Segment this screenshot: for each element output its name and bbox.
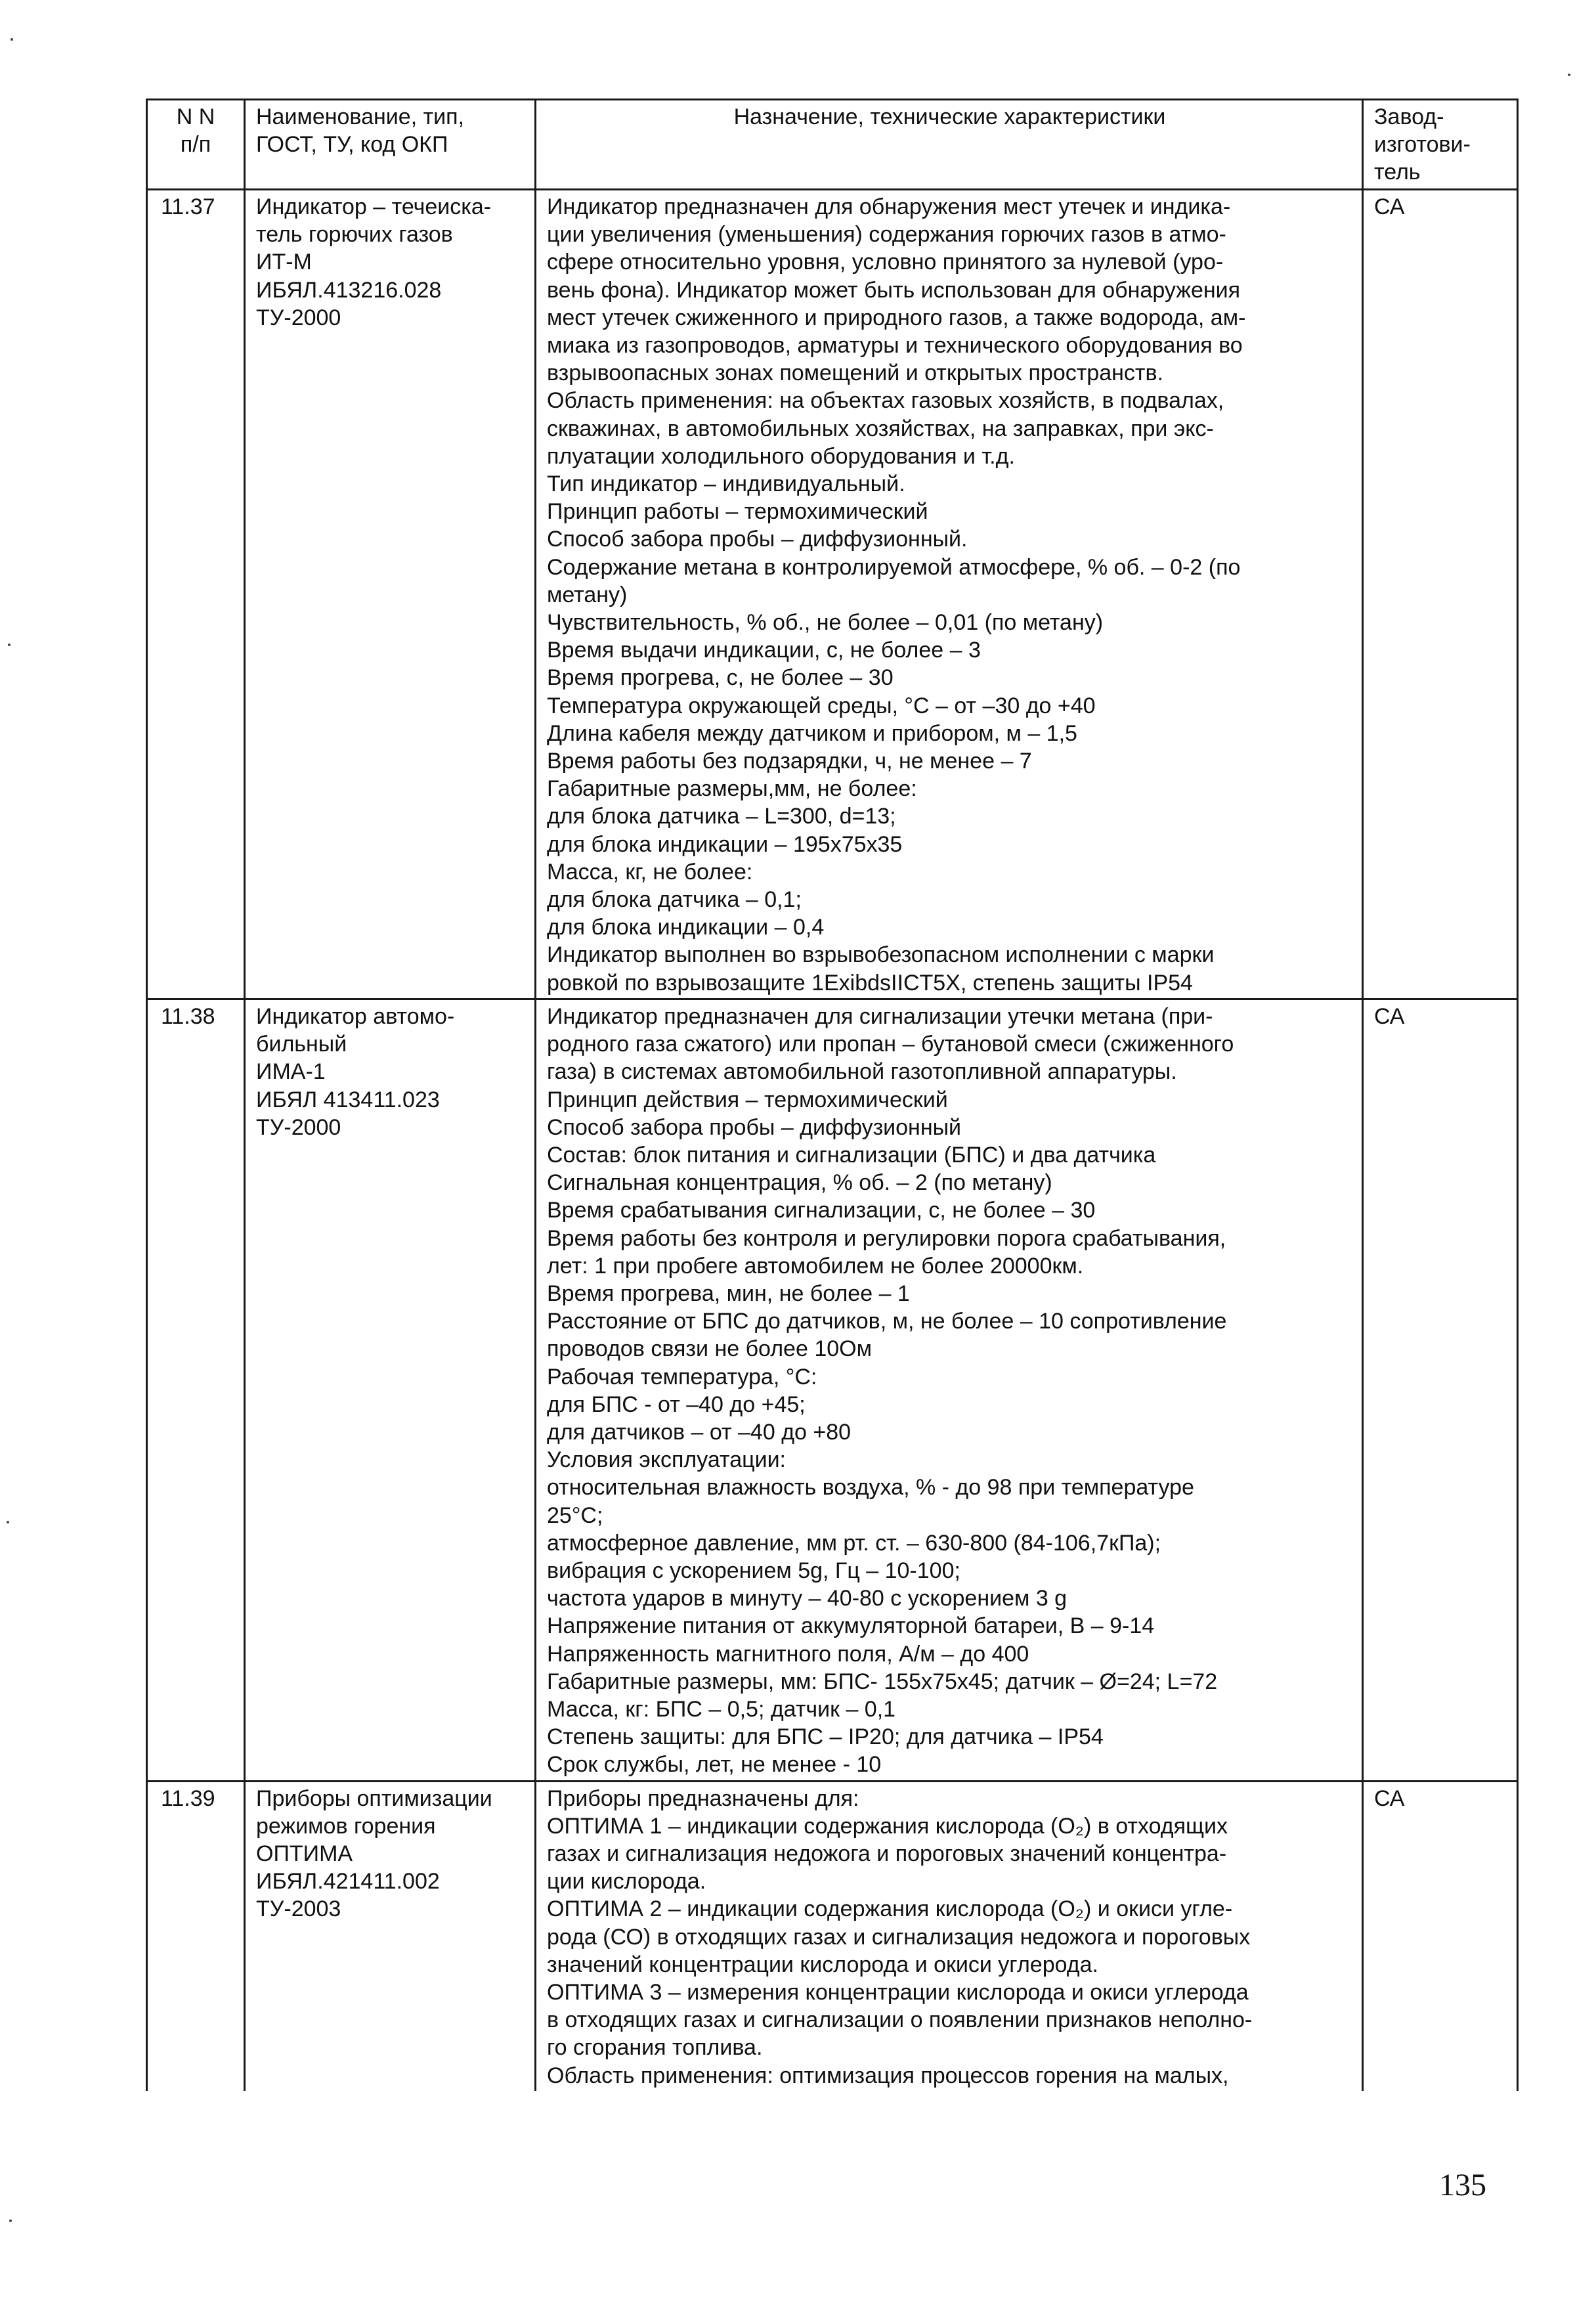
cell-line: Сигнальная концентрация, % об. – 2 (по метану): [547, 1170, 1052, 1196]
cell-line: Температура окружающей среды, °С – от –30 до +40: [547, 693, 1096, 718]
cell-line: Условия эксплуатации:: [547, 1447, 787, 1473]
row-manufacturer: СА: [1363, 190, 1518, 999]
cell-line: значений концентрации кислорода и окиси углерода.: [547, 1952, 1098, 1977]
cell-line: Индикатор – течеиска-: [256, 194, 492, 219]
cell-line: Масса, кг, не более:: [547, 859, 753, 885]
cell-line: Габаритные размеры,мм, не более:: [547, 776, 917, 802]
cell-line: Способ забора пробы – диффузионный: [547, 1114, 962, 1140]
cell-line: Индикатор выполнен во взрывобезопасном исполнении с марки: [547, 942, 1215, 968]
cell-line: N N: [176, 104, 215, 129]
cell-line: Время работы без подзарядки, ч, не менее – 7: [547, 749, 1032, 774]
cell-line: ИБЯЛ 413411.023: [256, 1087, 440, 1112]
cell-line: ИБЯЛ.421411.002: [256, 1869, 440, 1894]
cell-line: ОПТИМА 3 – измерения концентрации кислорода и окиси углерода: [547, 1980, 1249, 2005]
row-manufacturer: СА: [1363, 999, 1518, 1781]
cell-line: взрывоопасных зонах помещений и открытых пространств.: [547, 361, 1163, 386]
cell-line: Расстояние от БПС до датчиков, м, не более – 10 сопротивление: [547, 1309, 1227, 1334]
cell-line: газах и сигнализация недожога и пороговых значений концентра-: [547, 1841, 1227, 1866]
cell-line: Время прогрева, с, не более – 30: [547, 665, 894, 691]
header-purpose: [536, 100, 1363, 190]
cell-line: атмосферное давление, мм рт. ст. – 630-800 (84-106,7кПа);: [547, 1530, 1161, 1556]
scan-speck: [7, 1521, 9, 1523]
row-number: 11.39: [147, 1781, 245, 2091]
cell-line: Напряжение питания от аккумуляторной батареи, В – 9-14: [547, 1613, 1155, 1639]
cell-line: изготови-: [1374, 132, 1471, 158]
cell-line: ГОСТ, ТУ, код ОКП: [256, 132, 448, 158]
cell-line: мест утечек сжиженного и природного газов, а также водорода, ам-: [547, 305, 1246, 330]
cell-line: Тип индикатор – индивидуальный.: [547, 471, 905, 497]
cell-line: проводов связи не более 10Ом: [547, 1336, 872, 1362]
cell-line: ИМА-1: [256, 1059, 326, 1085]
header-number: [147, 100, 245, 190]
cell-line: Время прогрева, мин, не более – 1: [547, 1281, 910, 1306]
cell-line: ции увеличения (уменьшения) содержания горючих газов в атмо-: [547, 222, 1226, 248]
cell-line: ТУ-2000: [256, 1114, 341, 1140]
cell-line: Наименование, тип,: [256, 104, 465, 129]
header-name: [245, 100, 536, 190]
table-row: [147, 1781, 1518, 2091]
cell-line: ИБЯЛ.413216.028: [256, 277, 442, 303]
cell-line: го сгорания топлива.: [547, 2035, 763, 2061]
cell-line: Способ забора пробы – диффузионный.: [547, 527, 968, 552]
cell-line: вибрация с ускорением 5g, Гц – 10-100;: [547, 1558, 960, 1583]
scan-speck: [9, 2220, 12, 2222]
cell-line: Степень защиты: для БПС – IP20; для датчика – IP54: [547, 1724, 1104, 1750]
cell-line: Принцип действия – термохимический: [547, 1087, 948, 1112]
cell-line: Индикатор предназначен для обнаружения мест утечек и индика-: [547, 194, 1231, 219]
cell-line: Срок службы, лет, не менее - 10: [547, 1752, 882, 1778]
cell-line: Приборы предназначены для:: [547, 1785, 859, 1811]
row-manufacturer: СА: [1363, 1781, 1518, 2091]
cell-line: Завод-: [1374, 104, 1444, 129]
row-number: 11.38: [147, 999, 245, 1781]
row-purpose: [536, 190, 1363, 999]
cell-line: сфере относительно уровня, условно принятого за нулевой (уро-: [547, 250, 1224, 275]
cell-line: Чувствительность, % об., не более – 0,01 (по метану): [547, 610, 1104, 636]
cell-line: Область применения: на объектах газовых хозяйств, в подвалах,: [547, 388, 1224, 414]
row-name: [245, 999, 536, 1781]
cell-line: миака из газопроводов, арматуры и технического оборудования во: [547, 333, 1243, 359]
cell-line: Масса, кг: БПС – 0,5; датчик – 0,1: [547, 1696, 896, 1722]
cell-line: Область применения: оптимизация процессов горения на малых,: [547, 2063, 1229, 2088]
cell-line: Индикатор автомо-: [256, 1003, 455, 1029]
cell-line: Индикатор предназначен для сигнализации утечки метана (при-: [547, 1003, 1213, 1029]
cell-line: ТУ-2003: [256, 1896, 341, 1922]
cell-line: ТУ-2000: [256, 305, 341, 330]
cell-line: тель горючих газов: [256, 222, 453, 248]
scan-speck: [1568, 74, 1570, 76]
cell-line: п/п: [180, 132, 211, 158]
cell-line: родного газа сжатого) или пропан – бутановой смеси (сжиженного: [547, 1032, 1234, 1057]
cell-line: ровкой по взрывозащите 1ExibdsIICT5X, степень защиты IP54: [547, 970, 1193, 996]
cell-line: Напряженность магнитного поля, А/м – до 400: [547, 1641, 1029, 1667]
row-purpose: [536, 1781, 1363, 2091]
row-name: [245, 190, 536, 999]
cell-line: Назначение, технические характеристики: [733, 104, 1166, 129]
page-number: 135: [1439, 2168, 1486, 2202]
cell-line: ОПТИМА: [256, 1841, 353, 1866]
table-header-row: [147, 100, 1518, 190]
cell-line: Время выдачи индикации, с, не более – 3: [547, 638, 981, 663]
cell-line: режимов горения: [256, 1813, 436, 1839]
cell-line: газа) в системах автомобильной газотопливной аппаратуры.: [547, 1059, 1177, 1085]
cell-line: для БПС - от –40 до +45;: [547, 1391, 806, 1417]
cell-line: плуатации холодильного оборудования и т.д.: [547, 443, 1015, 469]
cell-line: Время срабатывания сигнализации, с, не более – 30: [547, 1198, 1096, 1223]
cell-line: Содержание метана в контролируемой атмосфере, % об. – 0-2 (по: [547, 554, 1241, 580]
table-row: [147, 999, 1518, 1781]
cell-line: ОПТИМА 2 – индикации содержания кислорода (О₂) и окиси угле-: [547, 1896, 1233, 1922]
cell-line: Принцип работы – термохимический: [547, 499, 928, 525]
cell-line: в отходящих газах и сигнализации о появлении признаков неполно-: [547, 2007, 1253, 2033]
row-name: [245, 1781, 536, 2091]
header-manufacturer: [1363, 100, 1518, 190]
cell-line: для блока датчика – 0,1;: [547, 887, 802, 913]
scan-speck: [8, 644, 11, 646]
cell-line: лет: 1 при пробеге автомобилем не более 20000км.: [547, 1253, 1084, 1279]
cell-line: тель: [1374, 160, 1421, 185]
cell-line: Рабочая температура, °С:: [547, 1364, 817, 1390]
cell-line: рода (СО) в отходящих газах и сигнализация недожога и пороговых: [547, 1924, 1251, 1950]
row-purpose: [536, 999, 1363, 1781]
cell-line: Габаритные размеры, мм: БПС- 155х75х45; датчик – Ø=24; L=72: [547, 1669, 1218, 1694]
cell-line: для блока индикации – 195х75х35: [547, 831, 903, 857]
cell-line: ции кислорода.: [547, 1869, 706, 1894]
row-number: 11.37: [147, 190, 245, 999]
cell-line: для блока индикации – 0,4: [547, 915, 825, 940]
cell-line: Время работы без контроля и регулировки порога срабатывания,: [547, 1225, 1226, 1251]
cell-line: Длина кабеля между датчиком и прибором, м – 1,5: [547, 720, 1077, 746]
cell-line: частота ударов в минуту – 40-80 с ускорением 3 g: [547, 1586, 1068, 1611]
table-row: [147, 190, 1518, 999]
scan-speck: [11, 38, 13, 41]
cell-line: Состав: блок питания и сигнализации (БПС) и два датчика: [547, 1142, 1156, 1168]
cell-line: для датчиков – от –40 до +80: [547, 1419, 852, 1445]
cell-line: для блока датчика – L=300, d=13;: [547, 804, 896, 829]
cell-line: Приборы оптимизации: [256, 1785, 492, 1811]
cell-line: ОПТИМА 1 – индикации содержания кислорода (О₂) в отходящих: [547, 1813, 1228, 1839]
cell-line: вень фона). Индикатор может быть использован для обнаружения: [547, 277, 1241, 303]
cell-line: относительная влажность воздуха, % - до 98 при температуре: [547, 1475, 1194, 1500]
cell-line: скважинах, в автомобильных хозяйствах, на заправках, при экс-: [547, 416, 1214, 441]
equipment-table: [146, 99, 1519, 2091]
cell-line: бильный: [256, 1032, 347, 1057]
cell-line: ИТ-М: [256, 250, 312, 275]
cell-line: метану): [547, 582, 628, 607]
cell-line: 25°С;: [547, 1502, 603, 1528]
